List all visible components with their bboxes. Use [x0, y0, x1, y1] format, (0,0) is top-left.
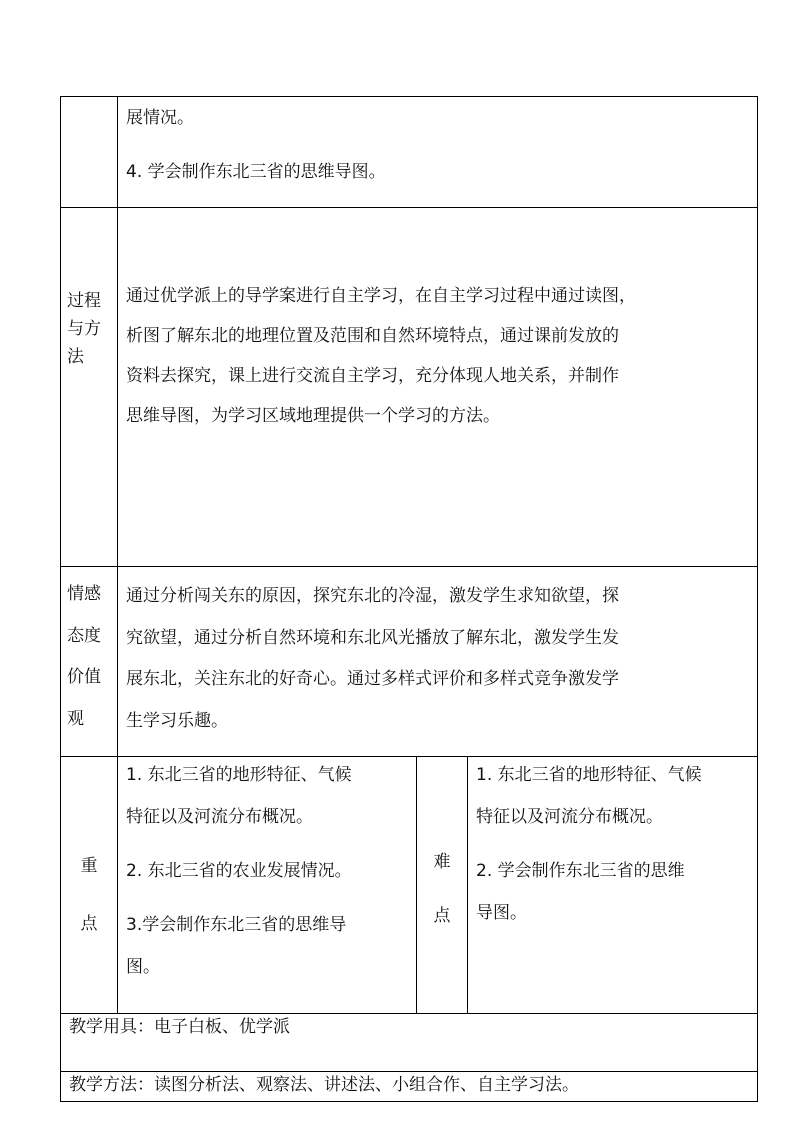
- emotion-content-cell: [118, 567, 758, 757]
- teaching-methods-text: 教学方法：读图分析法、观察法、讲述法、小组合作、自主学习法。: [69, 1075, 579, 1095]
- row-emotion-attitude: [61, 567, 758, 757]
- difficult-points-label-cell: [417, 757, 468, 1014]
- emotion-line: 生学习乐趣。: [126, 710, 228, 731]
- process-method-content-cell: [118, 208, 758, 567]
- difficult-points-content-cell: [468, 757, 758, 1014]
- difficult-points-label: 难 点: [433, 852, 451, 926]
- teaching-tools-cell: [61, 1014, 758, 1072]
- emotion-line: 通过分析闯关东的原因，探究东北的冷湿，激发学生求知欲望，探: [126, 586, 619, 606]
- key-point-item: 3.学会制作东北三省的思维导 图。: [126, 915, 347, 977]
- emotion-label-cell: [61, 567, 118, 757]
- difficult-point-item: 2. 学会制作东北三省的思维 导图。: [476, 861, 685, 923]
- objective-line: 展情况。: [126, 108, 194, 128]
- row-key-difficult: [61, 757, 758, 1014]
- key-points-label-cell: [61, 757, 118, 1014]
- process-method-line: 通过优学派上的导学案进行自主学习，在自主学习过程中通过读图，: [126, 286, 636, 306]
- objective-line: 4. 学会制作东北三省的思维导图。: [126, 162, 386, 182]
- process-method-line: 资料去探究，课上进行交流自主学习，充分体现人地关系，并制作: [126, 366, 619, 386]
- row-teaching-tools: [61, 1014, 758, 1072]
- key-points-label: 重 点: [80, 856, 98, 934]
- key-points-content-cell: [118, 757, 417, 1014]
- row1-content-cell: [118, 97, 758, 208]
- key-point-item: 2. 东北三省的农业发展情况。: [126, 861, 352, 881]
- emotion-label: 情感 态度 价值 观: [67, 584, 101, 729]
- lesson-plan-table: [60, 96, 758, 1102]
- row-objectives-continued: [61, 97, 758, 208]
- process-method-label-cell: [61, 208, 118, 567]
- emotion-line: 究欲望，通过分析自然环境和东北风光播放了解东北，激发学生发: [126, 627, 619, 648]
- teaching-tools-text: 教学用具：电子白板、优学派: [69, 1017, 290, 1037]
- row-teaching-methods: [61, 1072, 758, 1102]
- row-process-method: [61, 208, 758, 567]
- key-point-item: 1. 东北三省的地形特征、气候 特征以及河流分布概况。: [126, 765, 352, 827]
- teaching-methods-cell: [61, 1072, 758, 1102]
- difficult-point-item: 1. 东北三省的地形特征、气候 特征以及河流分布概况。: [476, 765, 702, 827]
- process-method-line: 析图了解东北的地理位置及范围和自然环境特点，通过课前发放的: [126, 326, 619, 346]
- process-method-label: 过程 与方 法: [67, 291, 101, 367]
- emotion-line: 展东北，关注东北的好奇心。通过多样式评价和多样式竞争激发学: [126, 669, 619, 689]
- process-method-line: 思维导图，为学习区域地理提供一个学习的方法。: [126, 406, 500, 426]
- row1-label-cell: [61, 97, 118, 208]
